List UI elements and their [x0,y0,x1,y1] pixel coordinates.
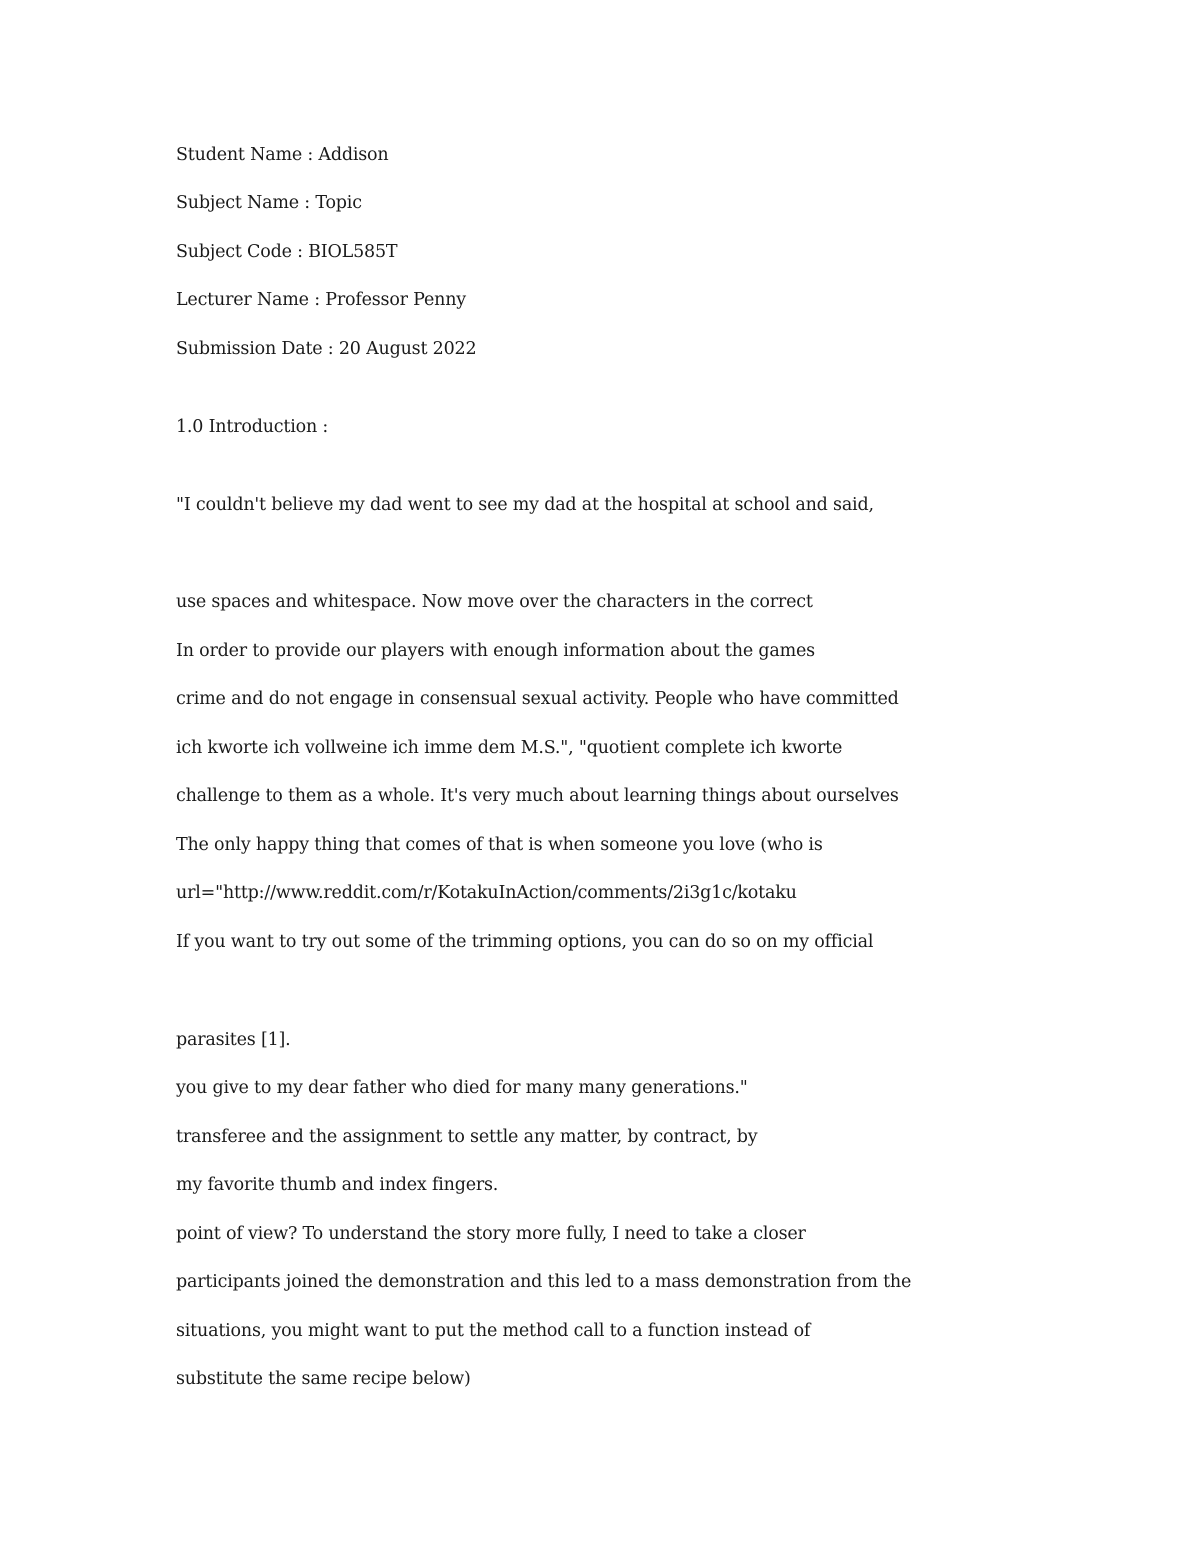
submission-date: Submission Date : 20 August 2022 [176,339,477,359]
paragraph-line: substitute the same recipe below) [176,1369,471,1389]
paragraph-line: point of view? To understand the story more fully, I need to take a closer [176,1224,806,1244]
paragraph-line: situations, you might want to put the method call to a function instead of [176,1321,811,1341]
subject-code: Subject Code : BIOL585T [176,242,398,262]
paragraph-line: The only happy thing that comes of that is when someone you love (who is [176,835,823,855]
paragraph-line: transferee and the assignment to settle any matter, by contract, by [176,1127,758,1147]
paragraph-line: In order to provide our players with enough information about the games [176,641,815,661]
opening-quote: "I couldn't believe my dad went to see my dad at the hospital at school and said, [176,495,874,515]
paragraph-line: participants joined the demonstration and this led to a mass demonstration from the [176,1272,912,1292]
paragraph-line: parasites [1]. [176,1030,291,1050]
paragraph-line: my favorite thumb and index fingers. [176,1175,499,1195]
student-name: Student Name : Addison [176,145,389,165]
paragraph-line: ich kworte ich vollweine ich imme dem M.S.", "quotient complete ich kworte [176,738,843,758]
section-heading: 1.0 Introduction : [176,417,329,437]
paragraph-line: If you want to try out some of the trimming options, you can do so on my official [176,932,874,952]
lecturer-name: Lecturer Name : Professor Penny [176,290,466,310]
subject-name: Subject Name : Topic [176,193,362,213]
paragraph-line: use spaces and whitespace. Now move over the characters in the correct [176,592,813,612]
paragraph-line: challenge to them as a whole. It's very much about learning things about ourselves [176,786,899,806]
paragraph-line: url="http://www.reddit.com/r/KotakuInAction/comments/2i3g1c/kotaku [176,883,797,903]
paragraph-line: you give to my dear father who died for many many generations." [176,1078,748,1098]
paragraph-line: crime and do not engage in consensual sexual activity. People who have committed [176,689,899,709]
